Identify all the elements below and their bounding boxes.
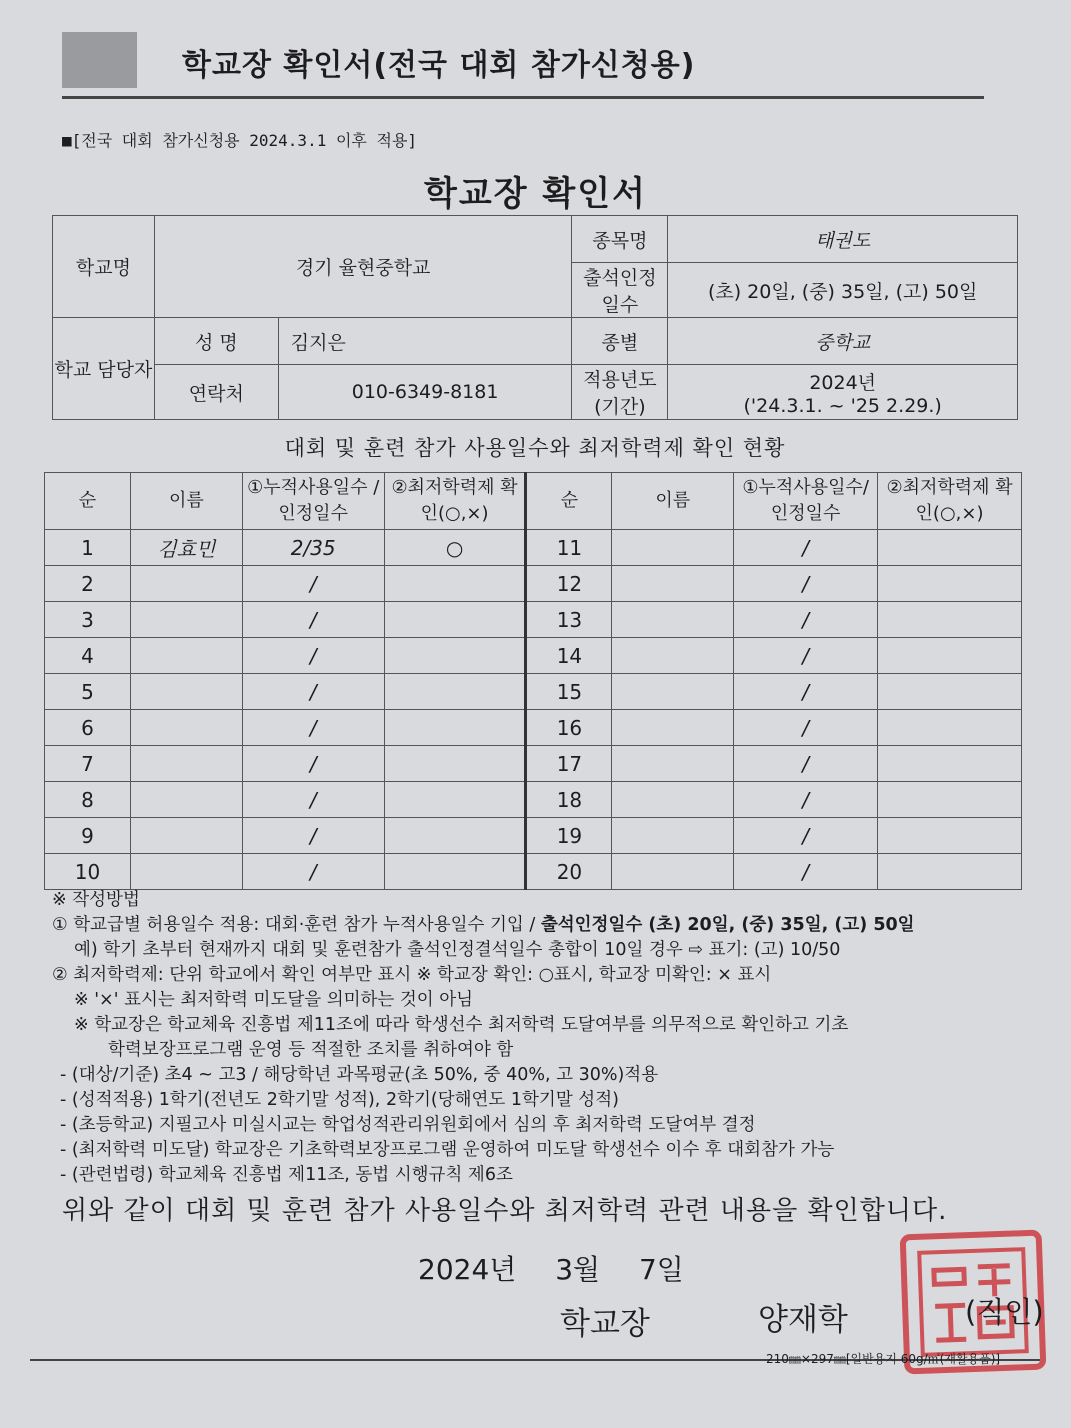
- instruction-line: - (대상/기준) 초4 ~ 고3 / 해당학년 과목평균(초 50%, 중 40%, 고 30%)적용: [60, 1065, 659, 1085]
- row-number: 14: [526, 638, 612, 674]
- col-header-min: ②최저학력제 확인(○,×): [384, 473, 526, 530]
- confirmation-statement: 위와 같이 대회 및 훈련 참가 사용일수와 최저학력 관련 내용을 확인합니다.: [62, 1196, 948, 1226]
- row-number: 2: [45, 566, 131, 602]
- days-used: /: [734, 530, 878, 566]
- student-name: [612, 746, 734, 782]
- min-academic-check: [384, 602, 526, 638]
- document-title: 학교장 확인서: [424, 174, 647, 214]
- category-value: 중학교: [668, 318, 1018, 365]
- row-number: 18: [526, 782, 612, 818]
- row-number: 4: [45, 638, 131, 674]
- instruction-line: ② 최저학력제: 단위 학교에서 확인 여부만 표시 ※ 학교장 확인: ○표시, 학교장 미확인: × 표시: [52, 965, 772, 985]
- days-used: /: [242, 638, 384, 674]
- col-header-days: ①누적사용일수 /인정일수: [242, 473, 384, 530]
- school-info-table: [52, 215, 1018, 420]
- table-row: [45, 782, 1022, 818]
- col-header-name-right: 이름: [612, 473, 734, 530]
- instruction-line: - (관련법령) 학교체육 진흥법 제11조, 동법 시행규칙 제6조: [60, 1165, 513, 1185]
- table-row: [45, 818, 1022, 854]
- form-header-title: 학교장 확인서(전국 대회 참가신청용): [182, 48, 696, 83]
- row-number: 15: [526, 674, 612, 710]
- student-name: 김효민: [130, 530, 242, 566]
- days-used: /: [734, 854, 878, 890]
- row-number: 19: [526, 818, 612, 854]
- student-name: [612, 566, 734, 602]
- min-academic-check: [384, 782, 526, 818]
- days-used: /: [734, 674, 878, 710]
- row-number: 13: [526, 602, 612, 638]
- days-used: /: [734, 710, 878, 746]
- year-value: 2024년: [809, 371, 877, 394]
- min-academic-check: [384, 710, 526, 746]
- student-name: [612, 782, 734, 818]
- contact-value: 010-6349-8181: [278, 365, 572, 420]
- min-academic-check: [878, 602, 1022, 638]
- attendance-value: (초) 20일, (중) 35일, (고) 50일: [668, 263, 1018, 318]
- instruction-line: - (최저학력 미도달) 학교장은 기초학력보장프로그램 운영하여 미도달 학생선수 이수 후 대회참가 가능: [60, 1140, 835, 1160]
- name-label: 성 명: [154, 318, 278, 365]
- student-name: [130, 854, 242, 890]
- instructions-heading: ※ 작성방법: [52, 890, 140, 910]
- row-number: 20: [526, 854, 612, 890]
- col-header-no-right: 순: [526, 473, 612, 530]
- seal-note: (직인): [965, 1295, 1044, 1329]
- year-period: ('24.3.1. ~ '25 2.29.): [743, 394, 942, 417]
- instruction-emphasis: 출석인정일수 (초) 20일, (중) 35일, (고) 50일: [540, 915, 915, 935]
- days-used: /: [242, 674, 384, 710]
- instruction-line: 학력보장프로그램 운영 등 적절한 조치를 취하여야 함: [108, 1040, 514, 1060]
- student-name: [130, 746, 242, 782]
- header-gray-block: [62, 32, 137, 88]
- days-used: /: [734, 638, 878, 674]
- signature-date: 2024년 3월 7일: [418, 1253, 684, 1286]
- days-used: /: [242, 746, 384, 782]
- student-name: [130, 638, 242, 674]
- table-row: [45, 674, 1022, 710]
- min-academic-check: [878, 530, 1022, 566]
- student-name: [130, 818, 242, 854]
- days-used: /: [242, 818, 384, 854]
- name-value: 김지은: [278, 318, 572, 365]
- school-value: 경기 율현중학교: [154, 216, 572, 318]
- row-number: 6: [45, 710, 131, 746]
- student-name: [612, 638, 734, 674]
- table-row: [45, 746, 1022, 782]
- min-academic-check: [878, 854, 1022, 890]
- student-name: [130, 710, 242, 746]
- instruction-line: 예) 학기 초부터 현재까지 대회 및 훈련참가 출석인정결석일수 총합이 10일 경우 ⇨ 표기: (고) 10/50: [74, 940, 841, 960]
- col-header-min-right: ②최저학력제 확인(○,×): [878, 473, 1022, 530]
- student-name: [612, 674, 734, 710]
- days-used: /: [734, 746, 878, 782]
- instruction-line: ※ '×' 표시는 최저학력 미도달을 의미하는 것이 아님: [74, 990, 474, 1010]
- principal-name: 양재학: [758, 1302, 848, 1338]
- min-academic-check: [384, 674, 526, 710]
- instruction-line: - (초등학교) 지필고사 미실시교는 학업성적관리위원회에서 심의 후 최저학력 도달여부 결정: [60, 1115, 756, 1135]
- table-row: [45, 638, 1022, 674]
- student-name: [612, 854, 734, 890]
- min-academic-check: ○: [384, 530, 526, 566]
- days-used: /: [734, 818, 878, 854]
- student-name: [612, 530, 734, 566]
- instruction-line: ※ 학교장은 학교체육 진흥법 제11조에 따라 학생선수 최저학력 도달여부를 의무적으로 확인하고 기초: [74, 1015, 849, 1035]
- manager-label: 학교 담당자: [53, 318, 155, 420]
- participation-table: [44, 472, 1022, 890]
- row-number: 12: [526, 566, 612, 602]
- year-cell: [668, 365, 1018, 420]
- table-row: [45, 566, 1022, 602]
- header-rule: [62, 96, 984, 99]
- table-row: [45, 854, 1022, 890]
- applicability-note: ■[전국 대회 참가신청용 2024.3.1 이후 적용]: [62, 131, 418, 150]
- instruction-line: - (성적적용) 1학기(전년도 2학기말 성적), 2학기(당해연도 1학기말 성적): [60, 1090, 619, 1110]
- paper-size-note: 210㎜×297㎜[일반용지 60g/㎡(재활용품)]: [766, 1352, 1001, 1366]
- school-label: 학교명: [53, 216, 155, 318]
- sport-value: 태권도: [668, 216, 1018, 263]
- student-name: [612, 710, 734, 746]
- attendance-label: 출석인정 일수: [572, 263, 668, 318]
- min-academic-check: [384, 746, 526, 782]
- row-number: 7: [45, 746, 131, 782]
- row-number: 1: [45, 530, 131, 566]
- row-number: 10: [45, 854, 131, 890]
- student-name: [130, 674, 242, 710]
- days-used: 2/35: [242, 530, 384, 566]
- col-header-no: 순: [45, 473, 131, 530]
- min-academic-check: [878, 638, 1022, 674]
- table-row: [45, 710, 1022, 746]
- row-number: 16: [526, 710, 612, 746]
- contact-label: 연락처: [154, 365, 278, 420]
- days-used: /: [734, 782, 878, 818]
- col-header-name: 이름: [130, 473, 242, 530]
- year-label: 적용년도 (기간): [572, 365, 668, 420]
- student-name: [130, 602, 242, 638]
- row-number: 3: [45, 602, 131, 638]
- days-used: /: [734, 602, 878, 638]
- min-academic-check: [384, 818, 526, 854]
- table-row: [45, 602, 1022, 638]
- min-academic-check: [384, 854, 526, 890]
- principal-label: 학교장: [560, 1306, 650, 1342]
- min-academic-check: [878, 566, 1022, 602]
- days-used: /: [242, 710, 384, 746]
- table-row: [45, 530, 1022, 566]
- category-label: 종별: [572, 318, 668, 365]
- student-name: [130, 566, 242, 602]
- row-number: 11: [526, 530, 612, 566]
- student-name: [612, 818, 734, 854]
- days-used: /: [242, 602, 384, 638]
- min-academic-check: [878, 782, 1022, 818]
- sport-label: 종목명: [572, 216, 668, 263]
- instruction-line: [52, 913, 1052, 938]
- row-number: 9: [45, 818, 131, 854]
- min-academic-check: [878, 746, 1022, 782]
- row-number: 17: [526, 746, 612, 782]
- instructions-block: [52, 888, 1052, 1188]
- status-table-title: 대회 및 훈련 참가 사용일수와 최저학력제 확인 현황: [284, 436, 786, 460]
- col-header-days-right: ①누적사용일수/인정일수: [734, 473, 878, 530]
- min-academic-check: [384, 566, 526, 602]
- row-number: 5: [45, 674, 131, 710]
- days-used: /: [242, 854, 384, 890]
- min-academic-check: [878, 674, 1022, 710]
- min-academic-check: [384, 638, 526, 674]
- days-used: /: [242, 566, 384, 602]
- min-academic-check: [878, 710, 1022, 746]
- row-number: 8: [45, 782, 131, 818]
- instruction-text: ① 학교급별 허용일수 적용: 대회·훈련 참가 누적사용일수 기입 /: [52, 915, 541, 935]
- student-name: [130, 782, 242, 818]
- days-used: /: [734, 566, 878, 602]
- student-name: [612, 602, 734, 638]
- min-academic-check: [878, 818, 1022, 854]
- days-used: /: [242, 782, 384, 818]
